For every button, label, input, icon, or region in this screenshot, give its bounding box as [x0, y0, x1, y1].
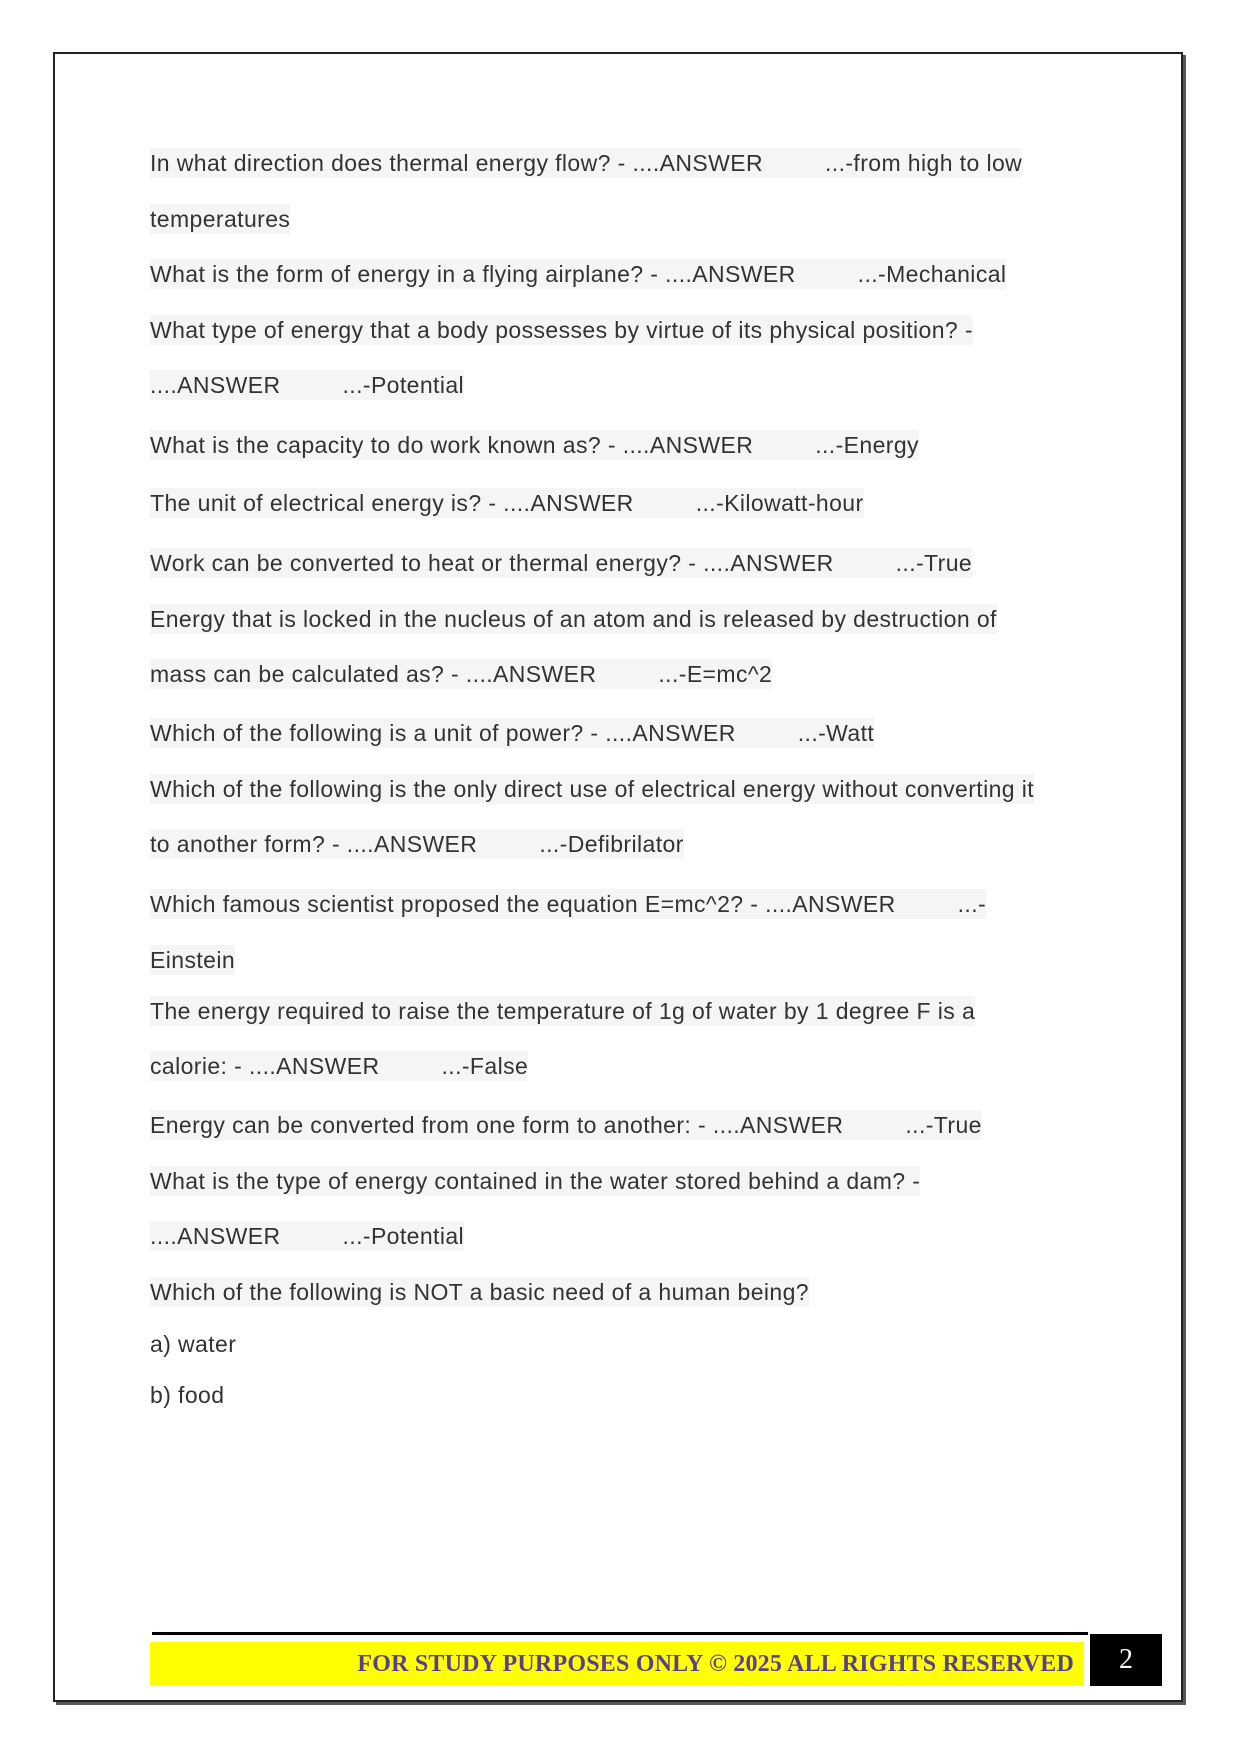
question-text: mass can be calculated as? - ....ANSWER	[150, 661, 597, 687]
answer-text: ...-True	[905, 1112, 982, 1138]
question-text: Which of the following is NOT a basic need of a human being?	[150, 1279, 809, 1305]
question-text: Energy can be converted from one form to another: - ....ANSWER	[150, 1112, 844, 1138]
qa-line	[150, 490, 864, 517]
text-line	[150, 206, 290, 233]
question-text: to another form? - ....ANSWER	[150, 831, 478, 857]
question-text: calorie: - ....ANSWER	[150, 1053, 380, 1079]
question-text: What type of energy that a body possesses by virtue of its physical position? -	[150, 317, 973, 343]
qa-line	[150, 372, 464, 399]
answer-text: ...-Kilowatt-hour	[695, 490, 864, 516]
answer-text: ...-Mechanical	[857, 261, 1007, 287]
answer-text: ...-Defibrilator	[539, 831, 684, 857]
answer-text: ...-Energy	[815, 432, 919, 458]
qa-line	[150, 661, 772, 688]
text-line	[150, 1168, 920, 1195]
question-text: Which of the following is the only direct use of electrical energy without converting it	[150, 776, 1035, 802]
footer-banner	[150, 1642, 1084, 1686]
qa-line	[150, 891, 986, 918]
question-text: Energy that is locked in the nucleus of an atom and is released by destruction of	[150, 606, 997, 632]
qa-line	[150, 831, 684, 858]
question-text: What is the type of energy contained in the water stored behind a dam? -	[150, 1168, 921, 1194]
qa-line	[150, 432, 919, 459]
question-text: Which of the following is a unit of power? - ....ANSWER	[150, 720, 736, 746]
answer-text: ...-Watt	[797, 720, 875, 746]
question-text: What is the capacity to do work known as? - ....ANSWER	[150, 432, 754, 458]
question-text: Work can be converted to heat or thermal energy? - ....ANSWER	[150, 550, 834, 576]
option-line	[150, 1382, 224, 1409]
page-border	[53, 52, 1183, 1702]
answer-text: ...-Potential	[342, 372, 465, 398]
qa-line	[150, 550, 972, 577]
question-text: In what direction does thermal energy flow? - ....ANSWER	[150, 150, 763, 176]
answer-text: ...-	[957, 891, 987, 917]
text-line	[150, 317, 973, 344]
footer-text: FOR STUDY PURPOSES ONLY © 2025 ALL RIGHTS RESERVED	[357, 1650, 1074, 1677]
option-text: a) water	[150, 1331, 237, 1357]
question-text: What is the form of energy in a flying airplane? - ....ANSWER	[150, 261, 796, 287]
answer-text: Einstein	[150, 947, 236, 973]
question-text: ....ANSWER	[150, 372, 281, 398]
qa-line	[150, 261, 1006, 288]
text-line	[150, 1279, 809, 1306]
question-text: Which famous scientist proposed the equation E=mc^2? - ....ANSWER	[150, 891, 896, 917]
text-line	[150, 947, 235, 974]
answer-text: ...-Potential	[342, 1223, 465, 1249]
answer-text: ...-False	[441, 1053, 529, 1079]
qa-line	[150, 720, 874, 747]
footer-rule	[152, 1632, 1088, 1635]
answer-text: ...-True	[895, 550, 973, 576]
qa-line	[150, 1053, 528, 1080]
text-line	[150, 998, 975, 1025]
continuation-text: temperatures	[150, 206, 291, 232]
question-text: ....ANSWER	[150, 1223, 281, 1249]
qa-line	[150, 1223, 464, 1250]
qa-line	[150, 150, 1022, 177]
text-line	[150, 776, 1034, 803]
question-text: The unit of electrical energy is? - ....ANSWER	[150, 490, 634, 516]
page-number: 2	[1090, 1634, 1162, 1686]
qa-line	[150, 1112, 982, 1139]
question-text: The energy required to raise the temperature of 1g of water by 1 degree F is a	[150, 998, 976, 1024]
text-line	[150, 606, 997, 633]
option-line	[150, 1331, 236, 1358]
answer-text: ...-from high to low	[824, 150, 1023, 176]
option-text: b) food	[150, 1382, 225, 1408]
answer-text: ...-E=mc^2	[658, 661, 773, 687]
